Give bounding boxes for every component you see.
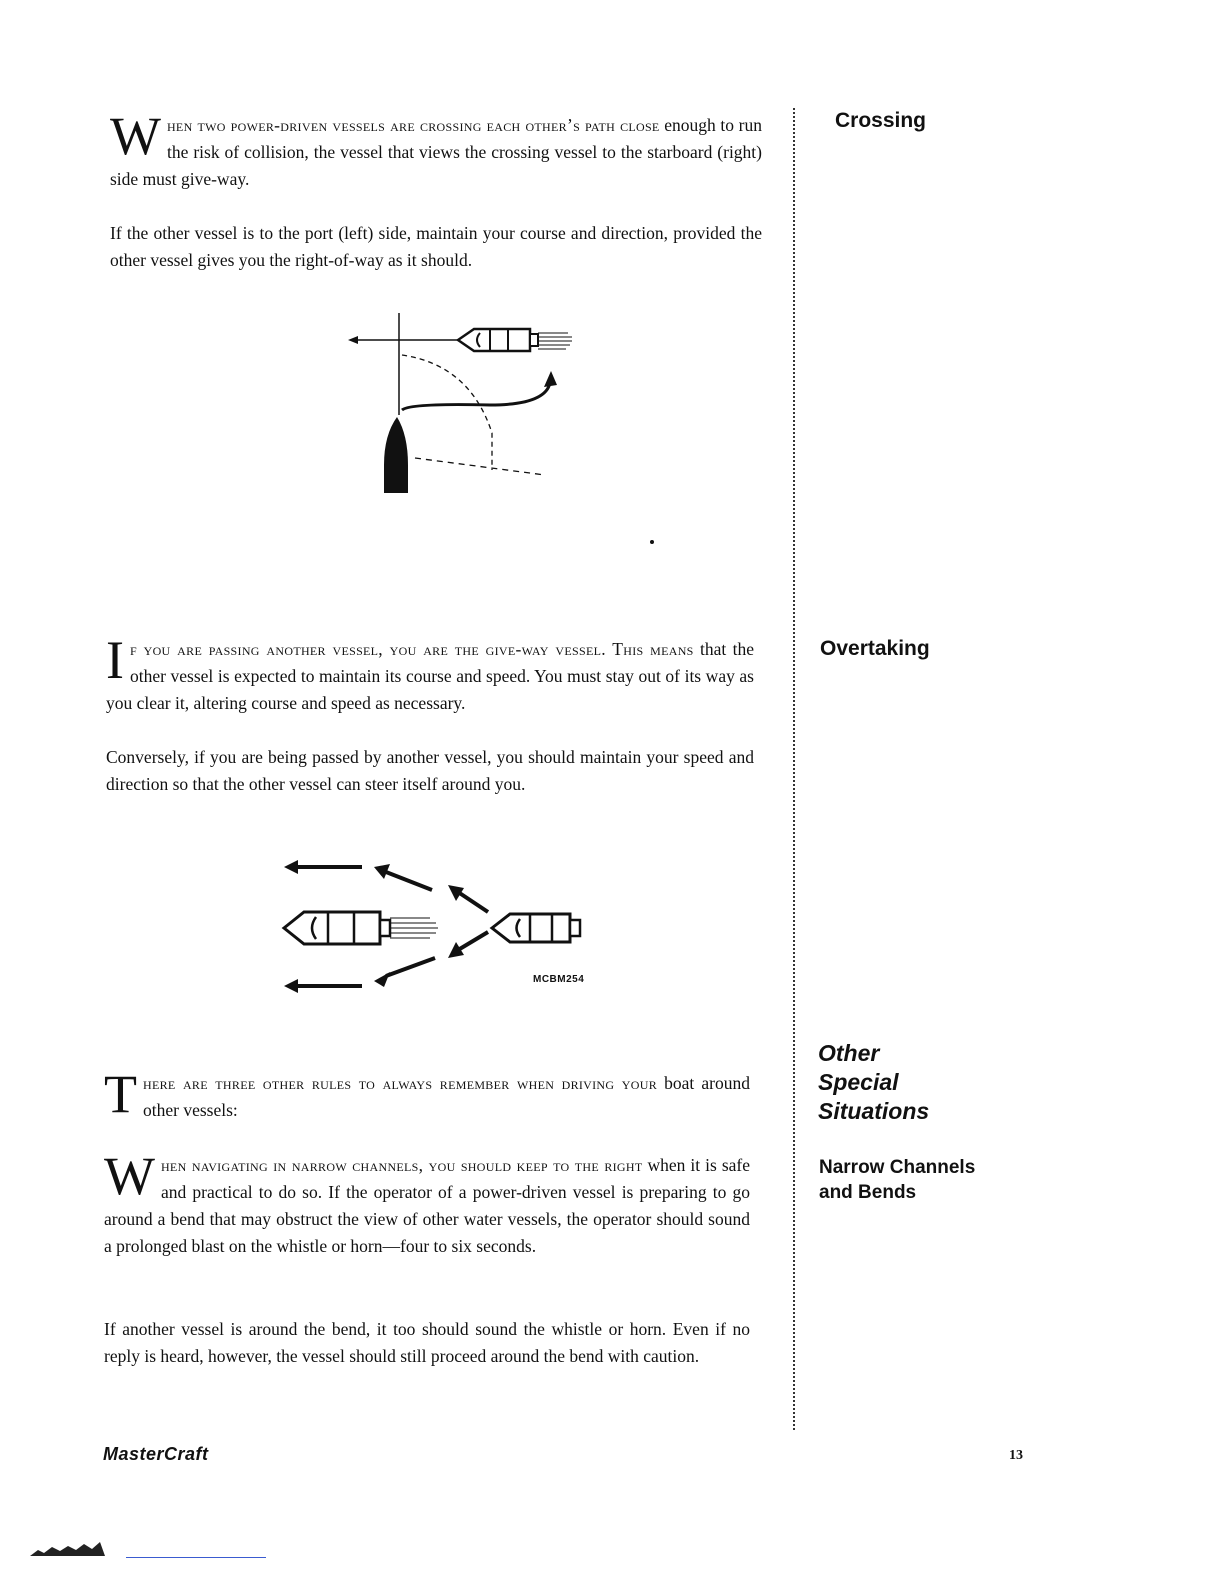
crossing-paragraph-1 (110, 106, 762, 193)
dropcap: T (104, 1064, 137, 1124)
boat-outline-icon (284, 912, 438, 944)
arrow-line (386, 872, 432, 890)
heading-line: Other (818, 1040, 880, 1066)
heading-line: Situations (818, 1098, 930, 1124)
scan-artifact (30, 1538, 105, 1556)
paragraph-text: boat around other vessels: (143, 1073, 750, 1120)
crossing-paragraph-2: If the other vessel is to the port (left) side, maintain your course and direction, provided the other vessel gives you the right-of-way as it should. (110, 223, 762, 270)
lead-in: here are three other rules to always remember when driving your (143, 1073, 657, 1093)
heading-crossing: Crossing (835, 109, 927, 132)
column-divider (793, 108, 795, 1430)
arrow-line (458, 932, 488, 950)
dropcap: I (106, 630, 124, 690)
heading-overtaking: Overtaking (820, 637, 930, 660)
paragraph-text: that the other vessel is expected to maintain its course and speed. You must stay out of its way as you clear it, altering course and speed as necessary. (106, 639, 755, 713)
heading-line: Narrow Channels (819, 1157, 976, 1178)
turn-path (402, 383, 550, 410)
heading-line: and Bends (819, 1182, 917, 1203)
lead-in: hen two power-driven vessels are crossing each other’s path close (166, 115, 660, 135)
paragraph-text: when it is safe and practical to do so. If the operator of a power-driven vessel is preparing to go around a bend that may obstruct the view of other water vessels, the operator should sound a prolonged blast on the whistle or horn—four to six seconds. (104, 1155, 751, 1256)
figure-code: MCBM254 (533, 974, 585, 985)
scan-dot (650, 540, 654, 544)
page-number: 13 (1009, 1448, 1023, 1463)
heading-narrow-channels (819, 1155, 975, 1205)
crossing-diagram (340, 305, 580, 505)
heading-other-special-situations (818, 1039, 929, 1126)
lead-in: f you are passing another vessel, you are the give-way vessel. This means (129, 639, 694, 659)
boat-black-icon (384, 417, 408, 493)
arrow-left-icon (284, 860, 298, 874)
special-situations-paragraph (104, 1064, 750, 1124)
heading-line: Special (818, 1069, 899, 1095)
overtaking-paragraph-1 (106, 630, 755, 717)
brand-logo: MasterCraft (103, 1444, 209, 1464)
paragraph-text: enough to run the risk of collision, the vessel that views the crossing vessel to the starboard (right) side must give-way. (110, 115, 762, 189)
boat-outline-icon (458, 329, 572, 351)
arrow-line (458, 892, 488, 912)
dashed-path (402, 355, 492, 470)
narrow-channels-paragraph-1 (104, 1146, 751, 1260)
boat-outline-icon (492, 914, 580, 942)
dropcap: W (104, 1146, 155, 1206)
dashed-path (415, 458, 545, 475)
arrow-up-icon (544, 371, 557, 387)
arrow-line (386, 958, 435, 976)
arrow-left-icon (348, 336, 358, 344)
overtaking-paragraph-2: Conversely, if you are being passed by another vessel, you should maintain your speed and direction so that the other vessel can steer itself around you. (106, 747, 754, 794)
narrow-channels-paragraph-2: If another vessel is around the bend, it too should sound the whistle or horn. Even if no reply is heard, however, the vessel should still proceed around the bend with caution. (104, 1319, 750, 1366)
scan-line (126, 1557, 266, 1558)
dropcap: W (110, 106, 161, 166)
lead-in: hen navigating in narrow channels, you should keep to the right (160, 1155, 643, 1175)
arrow-left-icon (284, 979, 298, 993)
arrow-down-left-icon (374, 972, 390, 987)
